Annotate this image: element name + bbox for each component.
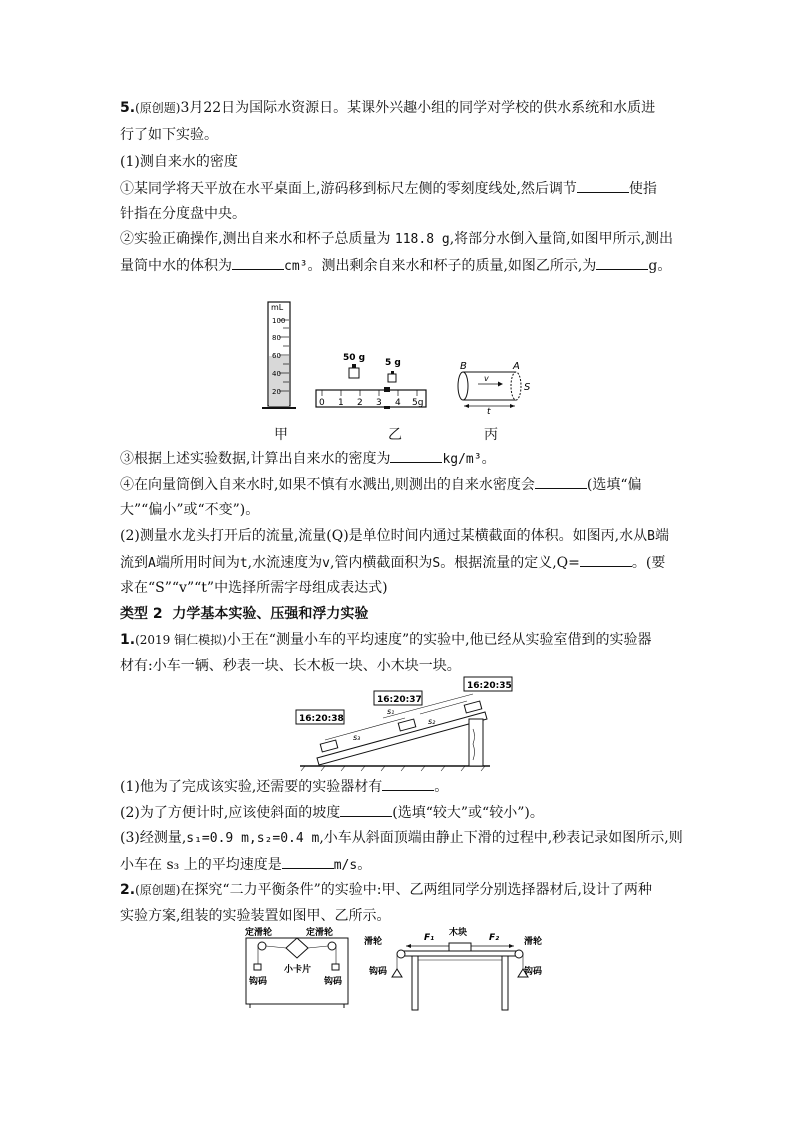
scale-label-2: 2 [357,398,363,408]
q5-step2-end: 。 [657,258,672,274]
q5-text: 3月22日为国际水资源日。某课外兴趣小组的同学对学校的供水系统和水质进 [180,100,656,116]
q1-part3-text: (3)经测量, [120,830,187,846]
q5-step1 [120,178,657,199]
q5-line2: 行了如下实验。 [120,127,218,143]
q1-part3 [120,828,683,849]
answer-blank-flow[interactable] [580,552,632,567]
label-F1: F₁ [424,933,435,943]
q5-part2-text6: ,管内横截面积为 [329,555,433,571]
q1-part2-tail: (选填“较大”或“较小”)。 [392,805,544,821]
balance-scale [316,353,426,409]
distance-s1: s₁ [387,707,395,716]
pipe-velocity-label: v [484,374,489,383]
q5-step2-text2: ,将部分水倒入量筒,如图甲所示,测出 [449,231,674,247]
q5-part2-v: v [322,556,330,571]
pipe-end-A: A [513,361,520,372]
scale-label-1: 1 [338,398,344,408]
cylinder-tick-100: 100 [272,317,286,325]
q5-part2-B: B [647,529,655,544]
q5-step4-text: ④在向量筒倒入自来水时,如果不慎有水溅出,则测出的自来水密度会 [120,477,535,493]
scale-label-3: 3 [376,398,382,408]
caption-yi: 乙 [388,427,402,443]
label-b-weight-left: 钩码 [369,967,388,977]
q5-step1-text: ①某同学将天平放在水平桌面上,游码移到标尺左侧的零刻度线处,然后调节 [120,181,577,197]
q5-step3-text: ③根据上述实验数据,计算出自来水的密度为 [120,451,391,467]
q5-step3 [120,448,496,470]
q5-step4-tail: (选填“偏 [586,477,642,493]
q2-line1 [120,880,652,900]
distance-s2: s₂ [428,717,436,726]
q5-step1-tail: 使指 [628,181,657,197]
timer-label-3: 16:20:38 [299,714,344,724]
q1-line1 [120,630,652,650]
q5-part2-text: (2)测量水龙头打开后的流量,流量(Q)是单位时间内通过某横截面的体积。如图丙,水从 [120,528,648,544]
pipe-time-label: t [487,407,491,417]
unit-cm3: cm³ [284,259,308,274]
setup-jia [245,926,348,1008]
q5-figure [250,296,550,416]
water-pipe [458,361,531,417]
label-pulley-left: 定滑轮 [245,928,273,938]
cylinder-tick-40: 40 [272,370,281,378]
label-F2: F₂ [489,933,500,943]
q2-figure [244,924,554,1010]
answer-blank-mass[interactable] [596,255,648,270]
scale-label-4: 4 [395,398,401,408]
q5-step2-cont [120,255,671,277]
q5-part2-S: S [432,556,441,571]
q5-source: (原创题) [135,101,181,115]
label-b-pulley-right: 滑轮 [524,937,543,947]
q5-total-mass: 118.8 g [394,232,450,247]
q5-line1 [120,98,655,118]
q5-number: 5. [120,100,136,116]
q5-step2-text4: 。测出剩余自来水和杯子的质量,如图乙所示,为 [307,258,597,274]
answer-blank-error[interactable] [535,474,587,489]
cart-middle [398,719,416,731]
cylinder-unit: mL [271,303,284,312]
setup-yi [364,926,542,1010]
timer-box-1 [464,677,512,691]
q5-step4-cont: 大”“偏小”或“不变”)。 [120,502,260,518]
graduated-cylinder [262,302,296,408]
weight-5g-label: 5 g [385,358,401,368]
q1-text: 小王在“测量小车的平均速度”的实验中,他已经从实验室借到的实验器 [226,632,652,648]
q5-part2-text2: 端 [654,528,669,544]
q5-part2 [120,526,669,547]
caption-bing: 丙 [484,427,498,443]
q5-part2-cont2: 求在“S”“v”“t”中选择所需字母组成表达式) [120,580,388,596]
label-pulley-right: 定滑轮 [306,928,334,938]
q1-part3-cont [120,854,371,876]
label-weight-left: 钩码 [249,977,268,987]
unit-speed: m/s [333,858,358,873]
q2-number: 2. [120,882,136,898]
cart-top [464,701,482,713]
pipe-section-S: S [524,382,531,393]
q5-part2-text4: 端所用时间为 [155,555,240,571]
unit-density: kg/m³ [442,452,482,467]
timer-box-2 [374,691,422,705]
wood-block-b [449,943,471,951]
q1-part2 [120,802,544,823]
q5-step4 [120,474,642,495]
q5-part2-t: t [239,556,248,571]
timer-box-3 [296,710,344,724]
q1-part3-end: 。 [357,857,372,873]
label-b-pulley-left: 滑轮 [364,937,383,947]
q5-step1-cont: 针指在分度盘中央。 [120,206,246,222]
q5-part2-text7: 。根据流量的定义,Q= [440,555,580,571]
weight-50g-label: 50 g [343,353,366,363]
cart-bottom [320,740,338,752]
cylinder-tick-60: 60 [272,352,281,360]
rider [384,387,390,392]
q5-part2-text5: ,水流速度为 [247,555,323,571]
cylinder-tick-20: 20 [272,388,281,396]
q5-part2-A: A [148,556,156,571]
q5-part2-text3: 流到 [120,555,148,571]
section-title: 力学基本实验、压强和浮力实验 [172,606,369,622]
answer-blank-slope[interactable] [340,802,392,817]
section-heading [120,604,368,624]
wood-block [469,719,483,766]
q1-part3-text2: ,小车从斜面顶端由静止下滑的过程中,秒表记录如图所示,则 [319,830,683,846]
section-label: 类型 2 [120,606,163,622]
q1-part1-text: (1)他为了完成该实验,还需要的实验器材有 [120,779,383,795]
q5-part2-text8: 。(要 [631,555,666,571]
q5-step3-end: 。 [481,451,496,467]
scale-label-0: 0 [319,398,325,408]
q5-part2-cont [120,552,665,574]
distance-s3: s₃ [353,733,361,742]
q5-step2 [120,229,673,250]
answer-blank-volume[interactable] [232,255,284,270]
q1-number: 1. [120,632,136,648]
q5-step2-text: ②实验正确操作,测出自来水和杯子总质量为 [120,231,391,247]
q2-text: 在探究“二力平衡条件”的实验中:甲、乙两组同学分别选择器材后,设计了两种 [180,882,652,898]
answer-blank-equipment[interactable] [382,776,434,791]
timer-label-1: 16:20:35 [467,681,512,691]
q2-line2: 实验方案,组装的实验装置如图甲、乙所示。 [120,908,391,924]
unit-g: g [648,258,658,274]
label-weight-right: 钩码 [324,977,343,987]
q2-source: (原创题) [135,883,181,897]
q1-part2-text: (2)为了方便计时,应该使斜面的坡度 [120,805,341,821]
q1-part3-text3: 小车在 s₃ 上的平均速度是 [120,857,282,873]
label-card: 小卡片 [284,965,312,975]
cylinder-tick-80: 80 [272,334,281,342]
label-b-weight-right: 钩码 [524,967,543,977]
answer-blank-speed[interactable] [282,854,334,869]
answer-blank-adjust[interactable] [577,178,629,193]
q1-part1 [120,776,448,797]
scale-label-5g: 5g [412,398,424,408]
answer-blank-density[interactable] [390,448,442,463]
q1-line2: 材有:小车一辆、秒表一块、长木板一块、小木块一块。 [120,658,461,674]
q5-step2-text3: 量筒中水的体积为 [120,258,232,274]
label-block: 木块 [449,928,468,938]
caption-jia: 甲 [274,427,288,443]
q1-part3-values: s₁=0.9 m,s₂=0.4 m [186,831,320,846]
q1-source: (2019 铜仁模拟) [135,633,227,647]
q1-part1-end: 。 [434,779,449,795]
incline-figure [295,674,512,774]
q5-part1-title: (1)测自来水的密度 [120,154,238,170]
pipe-end-B: B [460,361,467,372]
timer-label-2: 16:20:37 [377,695,422,705]
